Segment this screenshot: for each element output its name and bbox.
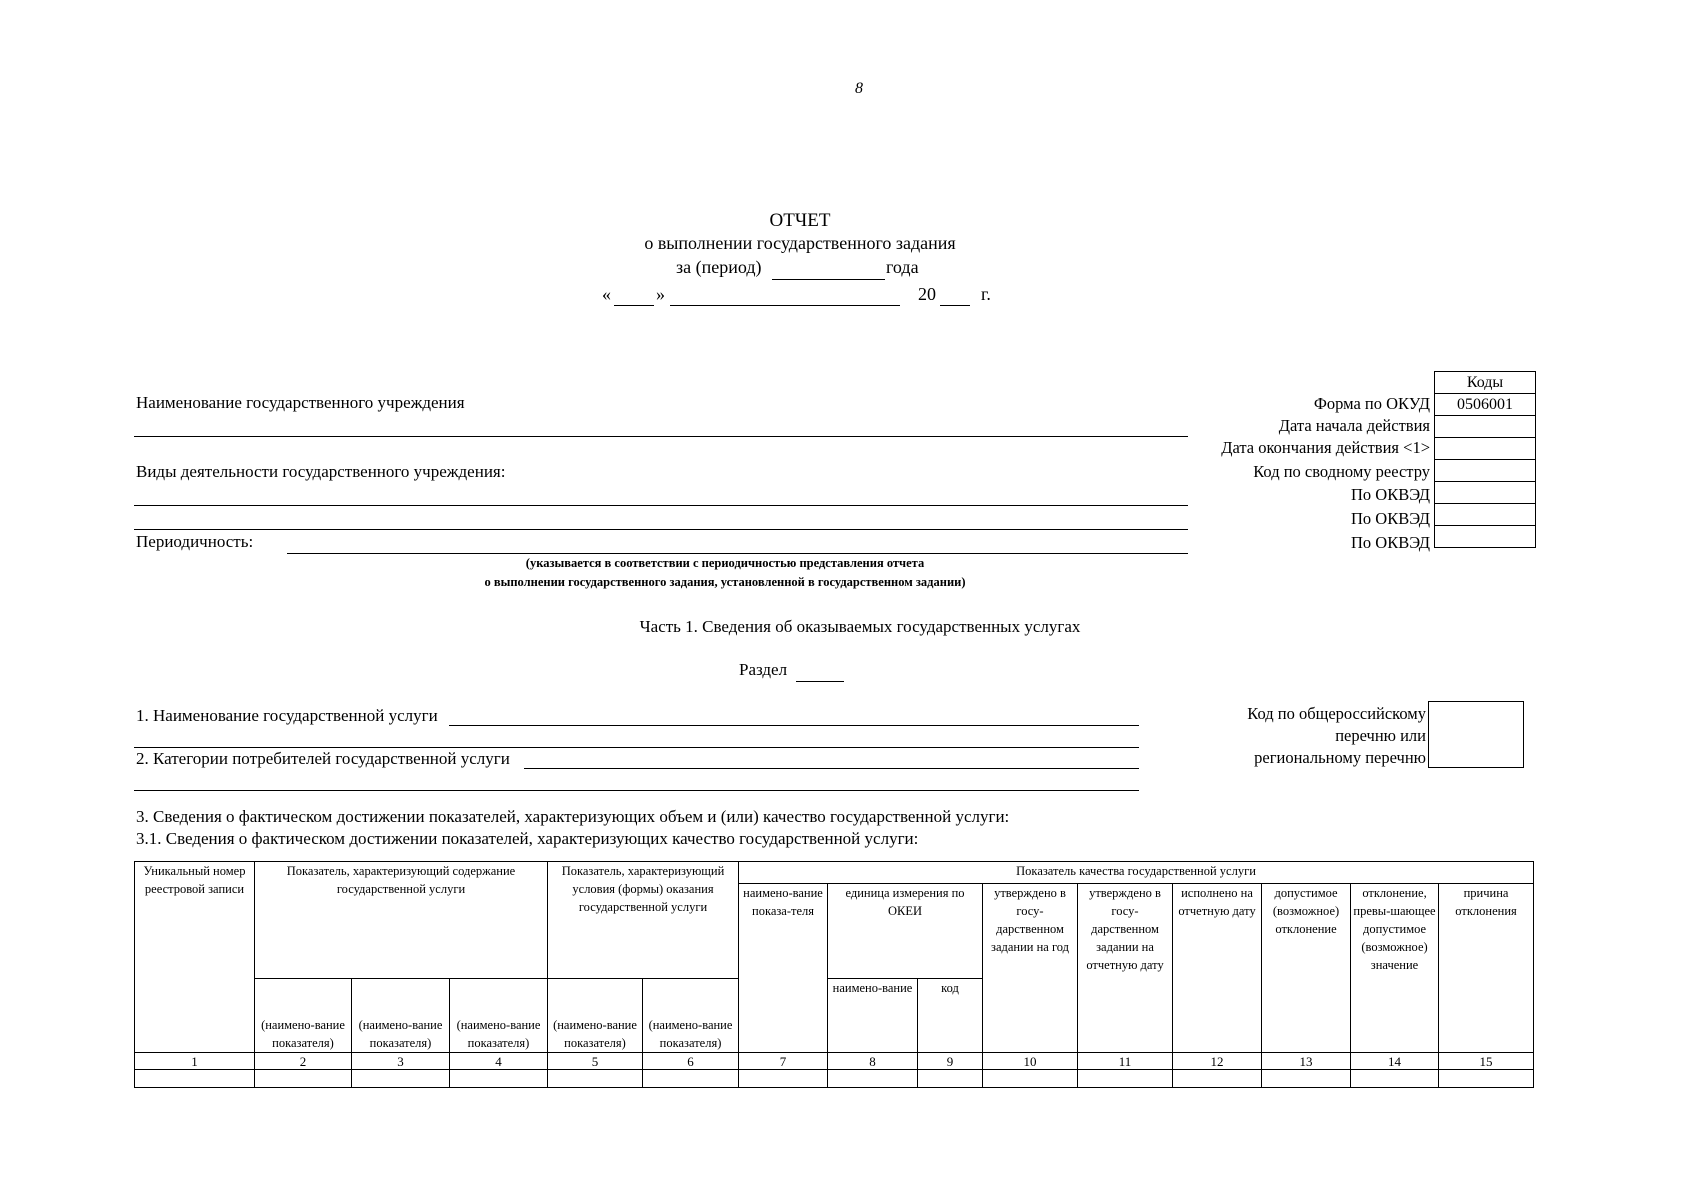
periodicity-note-1: (указывается в соответствии с периодичностью представления отчета (525, 556, 925, 570)
table-cell[interactable] (918, 1070, 983, 1088)
okved-cell-3[interactable] (1435, 526, 1536, 548)
th-conditions-indicator: Показатель, характеризующий условия (формы) оказания государственной услуги (548, 862, 739, 979)
th-executed: исполнено на отчетную дату (1173, 884, 1262, 1053)
table-cell[interactable] (739, 1070, 828, 1088)
end-date-cell[interactable] (1435, 438, 1536, 460)
report-subtitle: о выполнении государственного задания (644, 233, 956, 253)
consumers-line-2[interactable] (134, 790, 1139, 791)
year-blank[interactable] (940, 305, 970, 306)
col-num-9: 9 (918, 1053, 983, 1070)
th-sub-indicator-2: (наимено-вание показателя) (255, 979, 352, 1053)
okved-cell-2[interactable] (1435, 504, 1536, 526)
date-close-quote: » (656, 284, 665, 304)
table-cell[interactable] (450, 1070, 548, 1088)
periodicity-label: Периодичность: (136, 532, 254, 551)
institution-label: Наименование государственного учреждения (136, 393, 465, 412)
col-num-8: 8 (828, 1053, 918, 1070)
table-cell[interactable] (255, 1070, 352, 1088)
section-label: Раздел (739, 660, 788, 679)
periodicity-line[interactable] (287, 553, 1188, 554)
th-sub-indicator-3: (наимено-вание показателя) (352, 979, 450, 1053)
col-num-14: 14 (1351, 1053, 1439, 1070)
table-cell[interactable] (1078, 1070, 1173, 1088)
th-content-indicator: Показатель, характеризующий содержание государственной услуги (255, 862, 548, 979)
th-unit-okei: единица измерения по ОКЕИ (828, 884, 983, 979)
registry-code-cell[interactable] (1435, 460, 1536, 482)
service-name-line-2[interactable] (134, 747, 1139, 748)
col-num-1: 1 (135, 1053, 255, 1070)
consumers-line[interactable] (524, 768, 1139, 769)
okved-label-2: По ОКВЭД (1351, 509, 1430, 528)
col-num-7: 7 (739, 1053, 828, 1070)
col-num-6: 6 (643, 1053, 739, 1070)
service-name-line[interactable] (449, 725, 1139, 726)
registry-code-label: Код по сводному реестру (1253, 462, 1430, 481)
quality-indicators-table (134, 861, 1534, 1088)
th-exceeding-deviation: отклонение, превы-шающее допустимое (возможное) значение (1351, 884, 1439, 1053)
report-title: ОТЧЕТ (769, 210, 831, 231)
code-list-label-3: региональному перечню (1254, 748, 1426, 767)
th-allowed-deviation: допустимое (возможное) отклонение (1262, 884, 1351, 1053)
th-indicator-name: наимено-вание показа-теля (739, 884, 828, 1053)
okved-cell-1[interactable] (1435, 482, 1536, 504)
table-cell[interactable] (1173, 1070, 1262, 1088)
table-cell[interactable] (135, 1070, 255, 1088)
month-blank[interactable] (670, 305, 900, 306)
start-date-cell[interactable] (1435, 416, 1536, 438)
code-list-box[interactable] (1428, 701, 1524, 768)
period-blank[interactable] (772, 279, 885, 280)
codes-header: Коды (1435, 372, 1536, 394)
th-approved-year: утверждено в госу-дарственном задании на год (983, 884, 1078, 1053)
activities-label: Виды деятельности государственного учреждения: (136, 462, 506, 481)
col-num-3: 3 (352, 1053, 450, 1070)
table-cell[interactable] (1351, 1070, 1439, 1088)
item-3-label: 3. Сведения о фактическом достижении показателей, характеризующих объем и (или) качество государственной услуги: (136, 807, 1010, 826)
activities-line-1[interactable] (134, 505, 1188, 506)
consumers-label: 2. Категории потребителей государственной услуги (136, 749, 510, 768)
year-suffix: г. (981, 284, 991, 304)
th-unit-name: наимено-вание (828, 979, 918, 1053)
col-num-13: 13 (1262, 1053, 1351, 1070)
institution-line[interactable] (134, 436, 1188, 437)
th-unique-number: Уникальный номер реестровой записи (135, 862, 255, 1053)
th-sub-indicator-5: (наимено-вание показателя) (548, 979, 643, 1053)
codes-box (1434, 371, 1536, 548)
col-num-11: 11 (1078, 1053, 1173, 1070)
col-num-4: 4 (450, 1053, 548, 1070)
table-cell[interactable] (828, 1070, 918, 1088)
table-cell[interactable] (1439, 1070, 1534, 1088)
okved-label-1: По ОКВЭД (1351, 485, 1430, 504)
th-sub-indicator-6: (наимено-вание показателя) (643, 979, 739, 1053)
th-deviation-reason: причина отклонения (1439, 884, 1534, 1053)
okud-label: Форма по ОКУД (1313, 394, 1430, 413)
code-list-label-2: перечню или (1335, 726, 1426, 745)
periodicity-note-2: о выполнении государственного задания, установленной в государственном задании) (484, 575, 966, 589)
col-num-12: 12 (1173, 1053, 1262, 1070)
col-num-2: 2 (255, 1053, 352, 1070)
okud-code-cell[interactable]: 0506001 (1435, 394, 1536, 416)
period-suffix: года (886, 257, 919, 277)
start-date-label: Дата начала действия (1278, 416, 1430, 435)
table-cell[interactable] (352, 1070, 450, 1088)
item-3-1-label: 3.1. Сведения о фактическом достижении показателей, характеризующих качество государственной услуги: (136, 829, 919, 848)
day-blank[interactable] (614, 305, 654, 306)
date-open-quote: « (602, 284, 611, 304)
period-line (676, 257, 761, 278)
period-prefix: за (период) (676, 257, 762, 277)
service-name-label: 1. Наименование государственной услуги (136, 706, 438, 725)
table-cell[interactable] (1262, 1070, 1351, 1088)
code-list-label-1: Код по общероссийскому (1247, 704, 1426, 723)
col-num-10: 10 (983, 1053, 1078, 1070)
year-prefix: 20 (918, 284, 936, 304)
part1-title: Часть 1. Сведения об оказываемых государственных услугах (639, 617, 1081, 636)
end-date-label: Дата окончания действия <1> (1221, 438, 1430, 457)
th-quality-indicator: Показатель качества государственной услуги (739, 862, 1534, 884)
table-cell[interactable] (983, 1070, 1078, 1088)
okved-label-3: По ОКВЭД (1351, 533, 1430, 552)
th-unit-code: код (918, 979, 983, 1053)
column-numbers-row (135, 1053, 1534, 1070)
activities-line-2[interactable] (134, 529, 1188, 530)
table-row (135, 1070, 1534, 1088)
table-cell[interactable] (548, 1070, 643, 1088)
section-blank[interactable] (796, 681, 844, 682)
th-approved-date: утверждено в госу-дарственном задании на отчетную дату (1078, 884, 1173, 1053)
col-num-5: 5 (548, 1053, 643, 1070)
col-num-15: 15 (1439, 1053, 1534, 1070)
th-sub-indicator-4: (наимено-вание показателя) (450, 979, 548, 1053)
page-number: 8 (855, 80, 863, 97)
table-cell[interactable] (643, 1070, 739, 1088)
